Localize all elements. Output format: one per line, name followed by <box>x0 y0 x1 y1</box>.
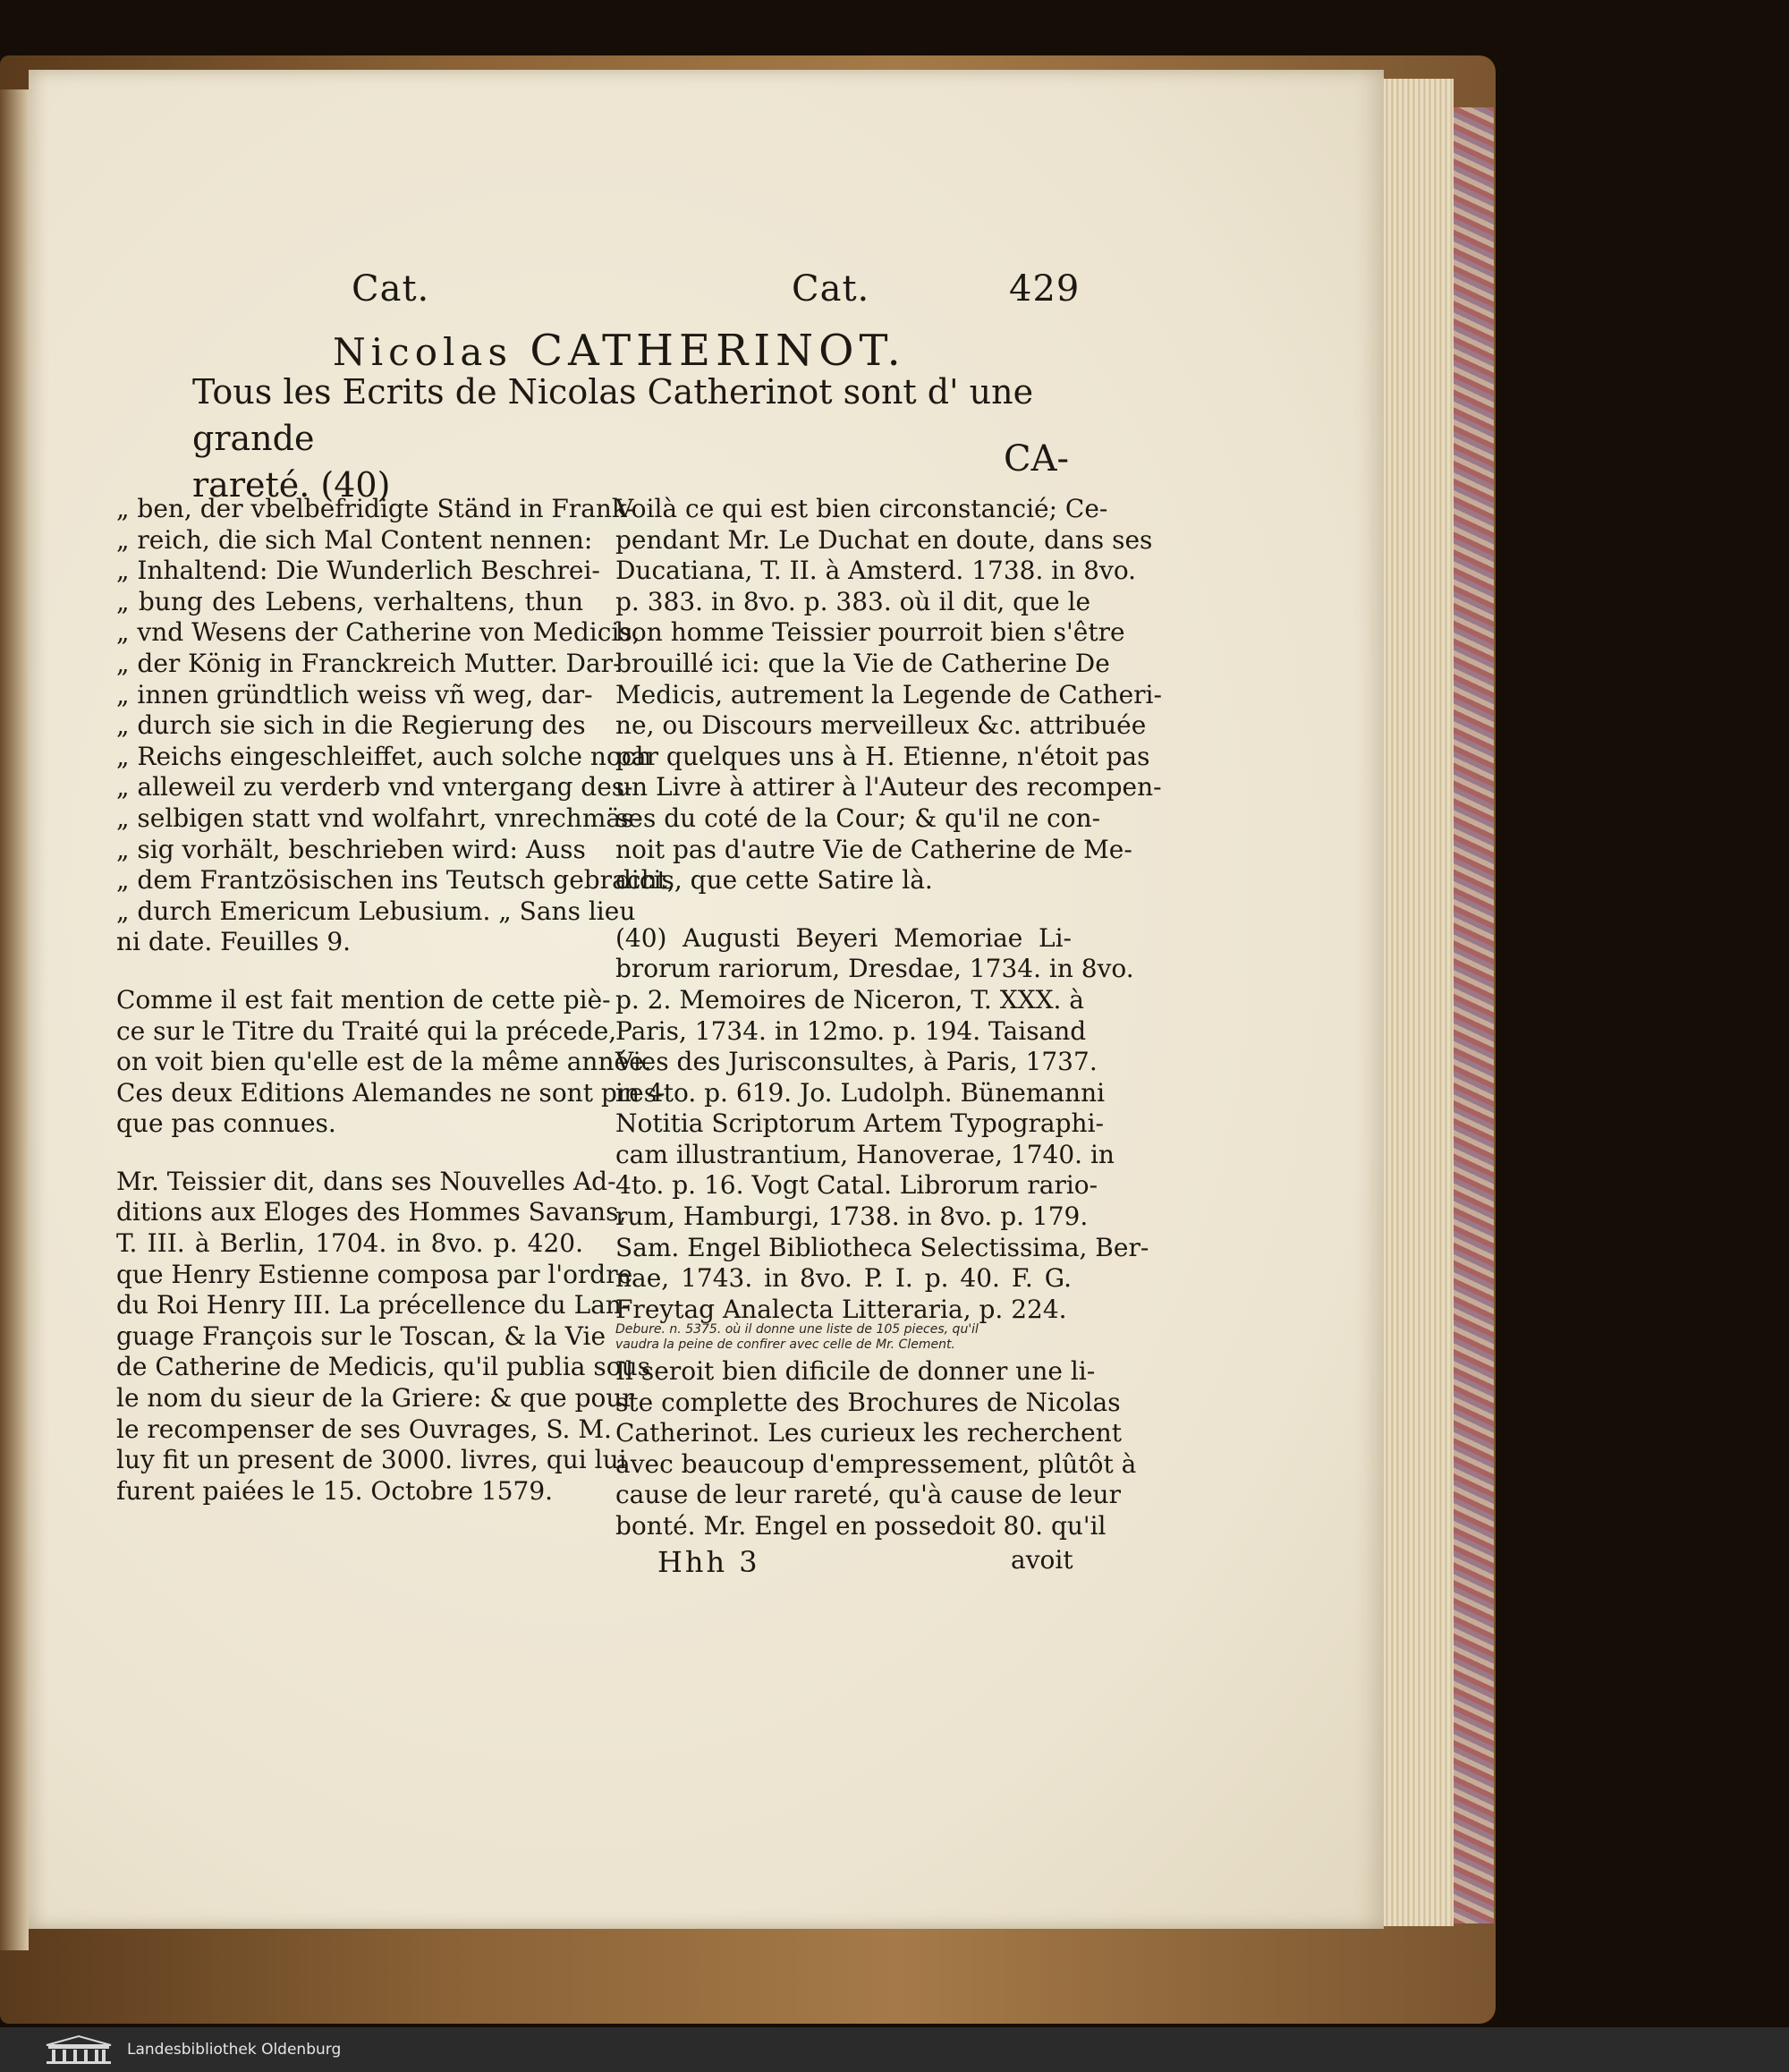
signature-mark: Hhh 3 <box>657 1545 760 1579</box>
right-column <box>615 494 1162 1325</box>
text-line: p. 383. in 8vo. p. 383. où il dit, que le <box>615 586 1091 616</box>
text-line: in 4to. p. 619. Jo. Ludolph. Bünemanni <box>615 1077 1106 1108</box>
text-line: ni date. Feuilles 9. <box>116 927 352 957</box>
text-line: „ innen gründtlich weiss vñ weg, dar- <box>116 679 593 709</box>
text-line: „ reich, die sich Mal Content nennen: <box>116 524 593 555</box>
text-line: du Roi Henry III. La précellence du Lan- <box>116 1290 631 1320</box>
left-column <box>116 494 675 1507</box>
text-line: furent paiées le 15. Octobre 1579. <box>116 1475 554 1506</box>
text-line: que Henry Estienne composa par l'ordre <box>116 1259 633 1289</box>
text-line: ce sur le Titre du Traité qui la précede, <box>116 1015 617 1046</box>
text-line: „ durch sie sich in die Regierung des <box>116 710 586 741</box>
handwritten-line: vaudra la peine de confirer avec celle de Mr. Clement. <box>615 1337 955 1352</box>
marbled-fore-edge <box>1454 107 1494 1923</box>
handwritten-line: Debure. n. 5375. où il donne une liste de 105 pieces, qu'il <box>615 1322 979 1337</box>
text-line: le recompenser de ses Ouvrages, S. M. <box>116 1414 612 1444</box>
footnote-40 <box>615 922 1149 1326</box>
intro-paragraph <box>192 369 1071 508</box>
text-line: pendant Mr. Le Duchat en doute, dans ses <box>615 524 1153 555</box>
text-line: Il seroit bien dificile de donner une li- <box>615 1356 1096 1386</box>
text-line: Ducatiana, T. II. à Amsterd. 1738. in 8vo. <box>615 556 1137 586</box>
right-para-1 <box>615 494 1162 896</box>
text-line: noit pas d'autre Vie de Catherine de Me- <box>615 834 1132 864</box>
text-line: brorum rariorum, Dresdae, 1734. in 8vo. <box>615 954 1134 984</box>
text-line: nae, 1743. in 8vo. P. I. p. 40. F. G. <box>615 1263 1072 1294</box>
left-para-2 <box>116 984 666 1140</box>
text-line: ses du coté de la Cour; & qu'il ne con- <box>615 802 1101 833</box>
text-line: Ces deux Editions Alemandes ne sont pres- <box>116 1077 666 1108</box>
text-line: Mr. Teissier dit, dans ses Nouvelles Ad- <box>116 1166 616 1196</box>
text-line: Comme il est fait mention de cette piè- <box>116 984 611 1015</box>
text-line: le nom du sieur de la Griere: & que pour <box>116 1383 634 1414</box>
text-line: de Catherine de Medicis, qu'il publia sous <box>116 1352 651 1382</box>
text-line: que pas connues. <box>116 1108 336 1139</box>
left-para-1 <box>116 494 675 958</box>
text-line: guage François sur le Toscan, & la Vie <box>116 1320 606 1351</box>
text-line: „ Reichs eingeschleiffet, auch solche noch <box>116 741 652 771</box>
page-edges <box>1378 79 1454 1926</box>
text-line: „ selbigen statt vnd wolfahrt, vnrechmäs- <box>116 802 642 833</box>
right-para-3 <box>615 1356 1137 1542</box>
text-line: 4to. p. 16. Vogt Catal. Librorum rario- <box>615 1170 1098 1201</box>
text-line: avec beaucoup d'empressement, plûtôt à <box>615 1448 1137 1479</box>
text-line: Notitia Scriptorum Artem Typographi- <box>615 1108 1104 1139</box>
text-line: rum, Hamburgi, 1738. in 8vo. p. 179. <box>615 1202 1089 1232</box>
text-line: ditions aux Eloges des Hommes Savans, <box>116 1197 627 1227</box>
text-line: „ durch Emericum Lebusium. „ Sans lieu <box>116 896 636 926</box>
text-line: Catherinot. Les curieux les recherchent <box>615 1418 1123 1448</box>
text-line: „ der König in Franckreich Mutter. Dar- <box>116 648 622 678</box>
text-line: bon homme Teissier pourroit bien s'être <box>615 617 1125 648</box>
text-line: „ bung des Lebens, verhaltens, thun <box>116 586 583 616</box>
text-line: Sam. Engel Bibliotheca Selectissima, Ber- <box>615 1232 1149 1262</box>
text-line: Paris, 1734. in 12mo. p. 194. Taisand <box>615 1015 1087 1046</box>
text-line: dicis, que cette Satire là. <box>615 865 933 896</box>
text-line: cause de leur rareté, qu'à cause de leur <box>615 1480 1121 1510</box>
text-line: luy fit un present de 3000. livres, qui lui <box>116 1445 627 1475</box>
text-line: un Livre à attirer à l'Auteur des recompen- <box>615 772 1162 802</box>
running-head-center: Cat. <box>792 268 870 310</box>
handwritten-annotation <box>615 1322 1081 1353</box>
catchword-bottom: avoit <box>1011 1545 1073 1575</box>
left-page-strip <box>0 89 29 1950</box>
text-line: on voit bien qu'elle est de la même année. <box>116 1047 652 1077</box>
intro-line-1: Tous les Ecrits de Nicolas Catherinot sont d' une grande <box>192 372 1034 458</box>
library-building-icon <box>43 2034 114 2065</box>
text-line: „ vnd Wesens der Catherine von Medicis, <box>116 617 640 648</box>
footer-bar <box>0 2027 1789 2072</box>
text-line: Vies des Jurisconsultes, à Paris, 1737. <box>615 1047 1098 1077</box>
catchword-top: CA- <box>1004 438 1070 480</box>
text-line: „ Inhaltend: Die Wunderlich Beschrei- <box>116 556 600 586</box>
text-line: ne, ou Discours merveilleux &c. attribuée <box>615 710 1147 741</box>
text-line: ste complette des Brochures de Nicolas <box>615 1387 1121 1417</box>
library-name: Landesbibliothek Oldenburg <box>127 2041 342 2059</box>
text-line: T. III. à Berlin, 1704. in 8vo. p. 420. <box>116 1228 583 1259</box>
text-line: „ dem Frantzösischen ins Teutsch gebracht, <box>116 865 675 896</box>
intro-line-2: rareté. (40) <box>192 465 391 505</box>
text-line: bonté. Mr. Engel en possedoit 80. qu'il <box>615 1510 1106 1541</box>
text-line: brouillé ici: que la Vie de Catherine De <box>615 648 1110 678</box>
text-line: Medicis, autrement la Legende de Catheri- <box>615 679 1162 709</box>
text-line: p. 2. Memoires de Niceron, T. XXX. à <box>615 984 1085 1015</box>
text-line: Freytag Analecta Litteraria, p. 224. <box>615 1294 1067 1324</box>
text-line: (40) Augusti Beyeri Memoriae Li- <box>615 922 1072 953</box>
text-line: Voilà ce qui est bien circonstancié; Ce- <box>615 494 1108 523</box>
page-number: 429 <box>1009 268 1081 310</box>
text-line: „ ben, der vbelbefridigte Ständ in Frank- <box>116 494 635 523</box>
text-line: „ sig vorhält, beschrieben wird: Auss <box>116 834 586 864</box>
running-head-left: Cat. <box>352 268 430 310</box>
left-para-3 <box>116 1166 651 1507</box>
text-line: cam illustrantium, Hanoverae, 1740. in <box>615 1139 1115 1169</box>
text-line: „ alleweil zu verderb vnd vntergang des- <box>116 772 633 802</box>
title-last-name: CATHERINOT. <box>530 326 906 376</box>
title-first-name: Nicolas <box>333 330 513 374</box>
text-line: par quelques uns à H. Etienne, n'étoit pas <box>615 741 1150 771</box>
